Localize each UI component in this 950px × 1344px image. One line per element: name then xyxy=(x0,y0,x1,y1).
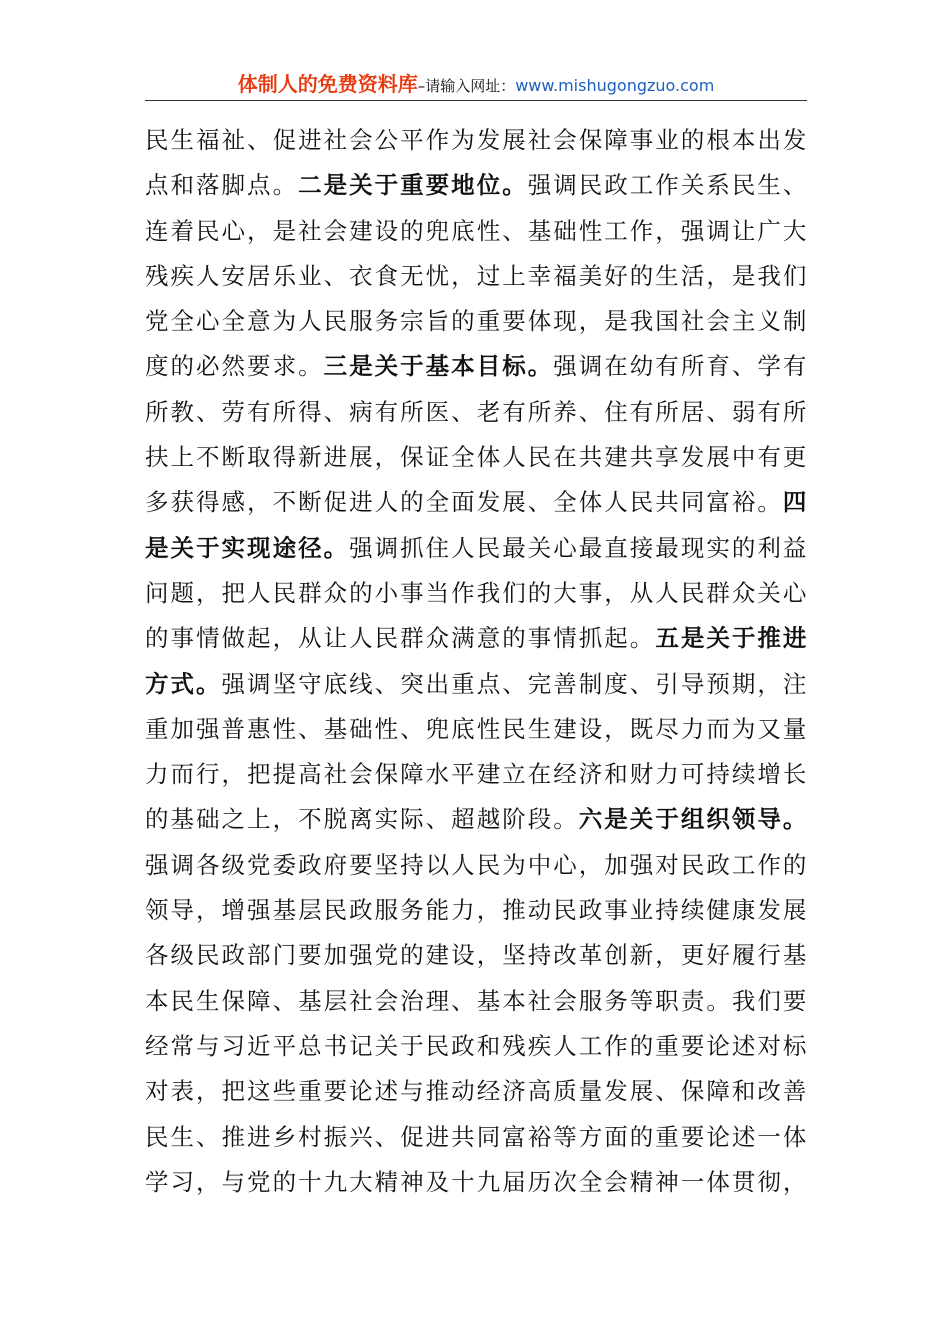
body-text-segment: 对表，把这些重要论述与推动经济高质量发展、保障和改善 xyxy=(145,1077,807,1106)
text-line xyxy=(145,979,807,1024)
body-text-segment: 问题，把人民群众的小事当作我们的大事，从人民群众关心 xyxy=(145,578,807,607)
body-text-segment: 力而行，把提高社会保障水平建立在经济和财力可持续增长 xyxy=(145,760,807,789)
body-text-segment: 扶上不断取得新进展，保证全体人民在共建共享发展中有更 xyxy=(145,443,807,472)
body-text-segment: 强调在幼有所育、学有 xyxy=(553,352,807,381)
body-text-segment: 民生福祉、促进社会公平作为发展社会保障事业的根本出发 xyxy=(145,126,807,154)
text-line xyxy=(145,888,807,933)
text-line xyxy=(145,435,807,480)
header-hint: –请输入网址： xyxy=(417,77,516,95)
body-text-segment: 强调民政工作关系民生、 xyxy=(527,171,807,200)
text-line xyxy=(145,1024,807,1069)
text-line xyxy=(145,209,807,254)
body-text-segment: 本民生保障、基层社会治理、基本社会服务等职责。我们要 xyxy=(145,986,807,1015)
text-line xyxy=(145,1160,807,1205)
text-line xyxy=(145,707,807,752)
text-line xyxy=(145,526,807,571)
text-line xyxy=(145,752,807,797)
body-text-segment: 的基础之上，不脱离实际、超越阶段。 xyxy=(145,805,579,834)
bold-heading-text: 三是关于基本目标。 xyxy=(323,352,554,381)
text-line xyxy=(145,933,807,978)
text-line xyxy=(145,299,807,344)
bold-heading-text: 六是关于组织领导。 xyxy=(578,805,807,834)
text-line xyxy=(145,163,807,208)
text-line xyxy=(145,344,807,389)
body-text-segment: 党全心全意为人民服务宗旨的重要体现，是我国社会主义制 xyxy=(145,307,807,336)
body-text-segment: 学习，与党的十九大精神及十九届历次全会精神一体贯彻， xyxy=(145,1167,807,1196)
bold-heading-text: 四 xyxy=(782,488,807,517)
header-url-link[interactable]: www.mishugongzuo.com xyxy=(515,76,715,95)
body-text-segment: 各级民政部门要加强党的建设，坚持改革创新，更好履行基 xyxy=(145,941,807,970)
page-header xyxy=(145,70,807,101)
body-text-segment: 民生、推进乡村振兴、促进共同富裕等方面的重要论述一体 xyxy=(145,1122,807,1151)
header-brand: 体制人的免费资料库 xyxy=(237,72,418,96)
body-text-segment: 残疾人安居乐业、衣食无忧，过上幸福美好的生活，是我们 xyxy=(145,261,807,290)
bold-heading-text: 是关于实现途径。 xyxy=(145,533,350,562)
body-text-segment: 强调各级党委政府要坚持以人民为中心，加强对民政工作的 xyxy=(145,850,807,879)
bold-heading-text: 五是关于推进 xyxy=(655,624,807,653)
body-text-segment: 度的必然要求。 xyxy=(145,352,324,381)
text-line xyxy=(145,616,807,661)
text-line xyxy=(145,390,807,435)
body-text-segment: 连着民心，是社会建设的兜底性、基础性工作，强调让广大 xyxy=(145,216,807,245)
body-text-segment: 强调坚守底线、突出重点、完善制度、引导预期，注 xyxy=(221,669,807,698)
text-line xyxy=(145,571,807,616)
text-line xyxy=(145,662,807,707)
body-text-segment: 重加强普惠性、基础性、兜底性民生建设，既尽力而为又量 xyxy=(145,714,807,743)
text-line xyxy=(145,118,807,163)
text-line xyxy=(145,1069,807,1114)
body-text-segment: 的事情做起，从让人民群众满意的事情抓起。 xyxy=(145,624,656,653)
body-text-segment: 经常与习近平总书记关于民政和残疾人工作的重要论述对标 xyxy=(145,1031,807,1060)
text-line xyxy=(145,797,807,842)
text-line xyxy=(145,843,807,888)
body-text-segment: 所教、劳有所得、病有所医、老有所养、住有所居、弱有所 xyxy=(145,397,807,426)
body-text-segment: 强调抓住人民最关心最直接最现实的利益 xyxy=(349,533,807,562)
body-text-segment: 点和落脚点。 xyxy=(145,171,299,200)
bold-heading-text: 方式。 xyxy=(145,669,222,698)
text-line xyxy=(145,1115,807,1160)
text-line xyxy=(145,480,807,525)
text-line xyxy=(145,254,807,299)
body-text-segment: 多获得感，不断促进人的全面发展、全体人民共同富裕。 xyxy=(145,488,783,517)
bold-heading-text: 二是关于重要地位。 xyxy=(298,171,528,200)
document-body xyxy=(145,118,807,1205)
body-text-segment: 领导，增强基层民政服务能力，推动民政事业持续健康发展 xyxy=(145,896,807,925)
